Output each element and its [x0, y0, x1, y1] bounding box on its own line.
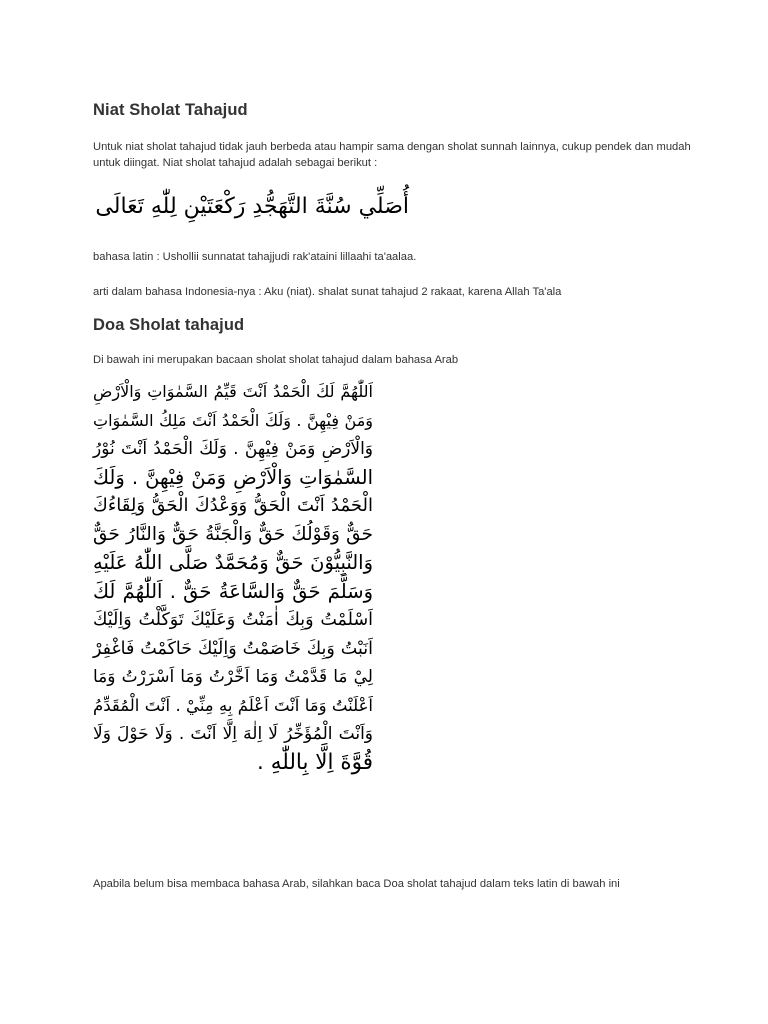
arabic-doa-image — [93, 378, 373, 850]
arabic-doa-line: وَالنَّبِيُّوْنَ حَقٌّ وَمُحَمَّدٌ صَلَّى اللّٰهُ عَلَيْهِ — [93, 551, 373, 574]
heading-doa-sholat-tahajud: Doa Sholat tahajud — [93, 316, 245, 334]
paragraph-doa-intro: Di bawah ini merupakan bacaan sholat sholat tahajud dalam bahasa Arab — [93, 354, 459, 366]
arabic-doa-line: قُوَّةَ اِلَّا بِاللّٰهِ . — [257, 749, 373, 775]
paragraph-niat-intro: Untuk niat sholat tahajud tidak jauh berbeda atau hampir sama dengan sholat sunnah lainnya, cukup pendek dan mudah untuk diingat. Niat sholat tahajud adalah sebagai berikut : — [93, 141, 691, 169]
arabic-doa-line: وَاَنْتَ الْمُؤَخِّرُ لَا اِلٰهَ اِلَّا اَنْتَ . وَلَا حَوْلَ وَلَا — [93, 724, 373, 744]
paragraph-arti-indonesia: arti dalam bahasa Indonesia-nya : Aku (niat). shalat sunat tahajud 2 rakaat, karena Allah Ta'ala — [93, 286, 562, 298]
arabic-doa-line: اَعْلَنْتُ وَمَا اَنْتَ اَعْلَمُ بِهِ مِنِّيْ . اَنْتَ الْمُقَدِّمُ — [93, 695, 373, 715]
heading-niat-sholat-tahajud: Niat Sholat Tahajud — [93, 101, 248, 119]
arabic-doa-line: لِيْ مَا قَدَّمْتُ وَمَا اَخَّرْتُ وَمَا اَسْرَرْتُ وَمَا — [93, 667, 373, 687]
arabic-doa-line: حَقٌّ وَقَوْلُكَ حَقٌّ وَالْجَنَّةُ حَقٌّ وَالنَّارُ حَقٌّ — [93, 523, 373, 545]
arabic-niat-image — [93, 183, 409, 231]
arabic-doa-line: السَّمٰوَاتِ وَالْاَرْضِ وَمَنْ فِيْهِنَّ . وَلَكَ — [93, 465, 373, 489]
arabic-doa-line: اَللّٰهُمَّ لَكَ الْحَمْدُ اَنْتَ قَيِّمُ السَّمٰوَاتِ وَالْاَرْضِ — [93, 382, 373, 401]
arabic-doa-line: الْحَمْدُ اَنْتَ الْحَقُّ وَوَعْدُكَ الْحَقُّ وَلِقَاءُكَ — [93, 495, 373, 516]
paragraph-doa-latin-note: Apabila belum bisa membaca bahasa Arab, silahkan baca Doa sholat tahajud dalam teks latin di bawah ini — [93, 878, 620, 890]
arabic-doa-line: وَمَنْ فِيْهِنَّ . وَلَكَ الْحَمْدُ اَنْتَ مَلِكُ السَّمٰوَاتِ — [93, 410, 373, 430]
arabic-niat-text: أُصَلِّي سُنَّةَ التَّهَجُّدِ رَكْعَتَيْنِ لِلّٰهِ تَعَالَى — [95, 194, 409, 219]
arabic-doa-line: اَسْلَمْتُ وَبِكَ اٰمَنْتُ وَعَلَيْكَ تَوَكَّلْتُ وَاِلَيْكَ — [93, 610, 373, 630]
paragraph-bahasa-latin: bahasa latin : Ushollii sunnatat tahajjudi rak'ataini lillaahi ta'aalaa. — [93, 251, 417, 263]
arabic-doa-line: وَسَلَّمَ حَقٌّ وَالسَّاعَةُ حَقٌّ . اَللّٰهُمَّ لَكَ — [93, 579, 373, 603]
arabic-doa-line: اَنَبْتُ وَبِكَ خَاصَمْتُ وَاِلَيْكَ حَاكَمْتُ فَاغْفِرْ — [93, 638, 373, 659]
arabic-doa-line: وَالْاَرْضِ وَمَنْ فِيْهِنَّ . وَلَكَ الْحَمْدُ اَنْتَ نُوْرُ — [93, 439, 373, 459]
